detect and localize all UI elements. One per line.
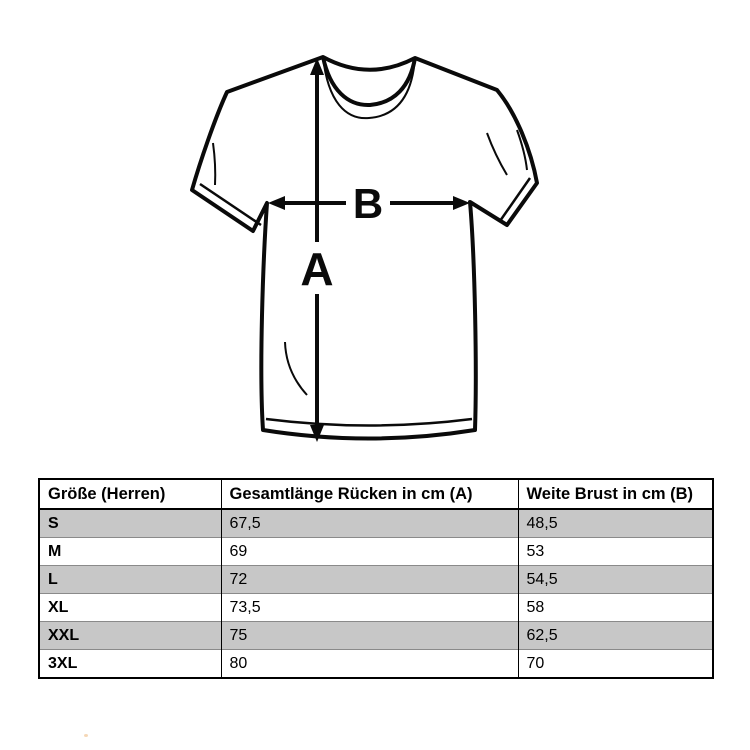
size-value: XXL — [39, 622, 221, 650]
size-table — [38, 478, 714, 679]
size-value: L — [39, 566, 221, 594]
header-length-column: Gesamtlänge Rücken in cm (A) — [221, 479, 518, 509]
tshirt-drawing — [170, 40, 580, 460]
length-label: A — [300, 243, 334, 295]
stray-speck-artifact — [84, 734, 88, 737]
table-row-3xl — [39, 650, 713, 679]
chest-value: 53 — [518, 538, 713, 566]
tshirt-body-outline — [192, 57, 537, 439]
length-value: 75 — [221, 622, 518, 650]
table-row-s — [39, 509, 713, 538]
length-value: 67,5 — [221, 509, 518, 538]
chest-value: 58 — [518, 594, 713, 622]
length-value: 73,5 — [221, 594, 518, 622]
header-size-column: Größe (Herren) — [39, 479, 221, 509]
chest-value: 54,5 — [518, 566, 713, 594]
size-value: 3XL — [39, 650, 221, 679]
chest-value: 62,5 — [518, 622, 713, 650]
size-value: XL — [39, 594, 221, 622]
width-label: B — [352, 180, 384, 227]
table-row-xl — [39, 594, 713, 622]
chest-value: 48,5 — [518, 509, 713, 538]
length-value: 80 — [221, 650, 518, 679]
length-value: 69 — [221, 538, 518, 566]
header-chest-column: Weite Brust in cm (B) — [518, 479, 713, 509]
size-value: S — [39, 509, 221, 538]
tshirt-measurement-diagram — [170, 40, 580, 460]
size-value: M — [39, 538, 221, 566]
chest-value: 70 — [518, 650, 713, 679]
table-row-l — [39, 566, 713, 594]
length-value: 72 — [221, 566, 518, 594]
table-row-xxl — [39, 622, 713, 650]
table-row-m — [39, 538, 713, 566]
table-header-row — [39, 479, 713, 509]
